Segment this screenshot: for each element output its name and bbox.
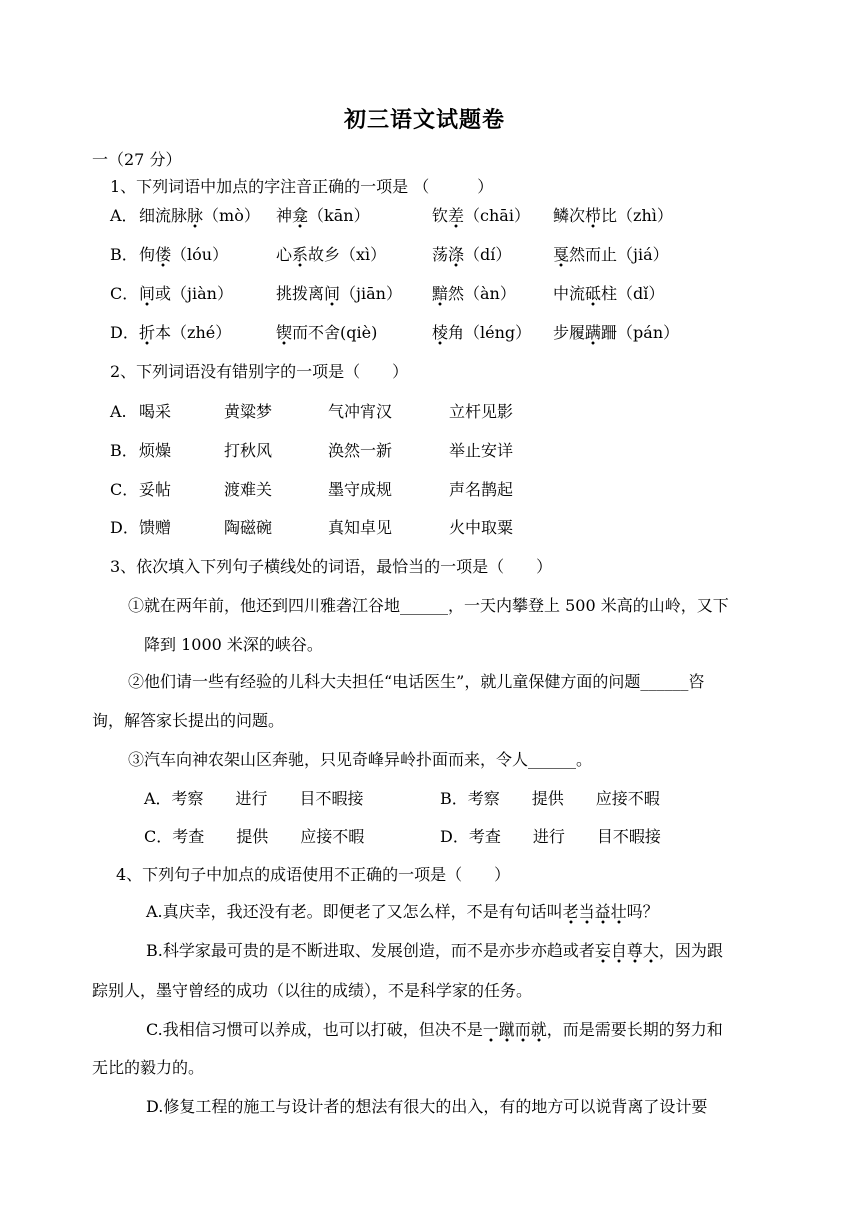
q2-b-label: B． bbox=[110, 441, 138, 460]
section-heading: 一（27 分） bbox=[92, 150, 182, 169]
q1-b-word-2: 心系故乡（xì） bbox=[276, 245, 386, 265]
q4-c-text: C.我相信习惯可以养成，也可以打破，但决不是 bbox=[146, 1020, 483, 1039]
q4-c-emphasis: 一蹴而就 bbox=[483, 1020, 547, 1043]
emphasis-mark: 龛 bbox=[292, 206, 308, 229]
emphasis-mark: 脉 bbox=[187, 206, 203, 229]
q1-b-word-3: 荡涤（dí） bbox=[432, 245, 511, 265]
q1-a-word-1: 细流脉脉（mò） bbox=[139, 206, 260, 226]
q3-sentence-2: ②他们请一些有经验的儿科大夫担任“电话医生”，就儿童保健方面的问题______咨 bbox=[128, 672, 705, 691]
q4-stem: 4、下列句子中加点的成语使用不正确的一项是（ ） bbox=[116, 865, 511, 884]
emphasis-mark: 砥 bbox=[585, 284, 601, 307]
q3-sentence-1-cont: 降到 1000 米深的峡谷。 bbox=[144, 635, 323, 654]
q2-d-word-1: 馈赠 bbox=[139, 518, 172, 537]
q2-c-word-2: 渡难关 bbox=[224, 480, 273, 499]
q2-c-label: C． bbox=[110, 480, 139, 499]
emphasis-mark: 涤 bbox=[448, 245, 464, 268]
q2-d-word-4: 火中取粟 bbox=[449, 518, 514, 537]
q1-c-word-1: 间或（jiàn） bbox=[139, 284, 233, 304]
emphasis-mark: 蹒 bbox=[585, 323, 601, 346]
page-title: 初三语文试题卷 bbox=[344, 107, 506, 133]
q1-d-word-1: 折本（zhé） bbox=[139, 323, 231, 343]
q2-b-word-3: 涣然一新 bbox=[328, 441, 393, 460]
q1-b-word-4: 戛然而止（jiá） bbox=[553, 245, 669, 265]
q3-sentence-1: ①就在两年前，他还到四川雅砻江谷地______，一天内攀登上 500 米高的山岭，又下 bbox=[128, 596, 729, 615]
q4-option-c bbox=[146, 1020, 723, 1040]
emphasis-mark: 间 bbox=[324, 284, 340, 307]
q3-sentence-2-cont: 询，解答家长提出的问题。 bbox=[92, 711, 285, 730]
q2-c-word-1: 妥帖 bbox=[139, 480, 172, 499]
emphasis-mark: 系 bbox=[292, 245, 308, 268]
emphasis-mark: 棱 bbox=[432, 323, 448, 346]
q2-stem: 2、下列词语没有错别字的一项是（ ） bbox=[110, 362, 409, 381]
q4-option-d: D.修复工程的施工与设计者的想法有很大的出入，有的地方可以说背离了设计要 bbox=[146, 1097, 708, 1116]
q4-option-b-cont: 踪别人，墨守曾经的成功（以往的成绩），不是科学家的任务。 bbox=[92, 981, 533, 1000]
q2-c-word-3: 墨守成规 bbox=[328, 480, 393, 499]
emphasis-mark: 差 bbox=[448, 206, 464, 229]
q2-a-label: A. bbox=[110, 402, 127, 421]
q4-option-c-cont: 无比的毅力的。 bbox=[92, 1058, 205, 1077]
emphasis-mark: 戛 bbox=[553, 245, 569, 268]
q2-d-word-3: 真知卓见 bbox=[328, 518, 393, 537]
q1-c-word-4: 中流砥柱（dǐ） bbox=[553, 284, 664, 304]
emphasis-mark: 折 bbox=[139, 323, 155, 346]
q1-d-word-4: 步履蹒跚（pán） bbox=[553, 323, 679, 343]
emphasis-mark: 黯 bbox=[432, 284, 448, 307]
emphasis-mark: 栉 bbox=[585, 206, 601, 229]
q4-b-emphasis: 妄自尊大 bbox=[595, 941, 659, 964]
q4-a-text-end: 吗？ bbox=[626, 902, 659, 921]
q4-c-text-end: ，而是需要长期的努力和 bbox=[546, 1020, 723, 1039]
q2-a-word-4: 立杆见影 bbox=[449, 402, 514, 421]
q1-b-word-1: 佝偻（lóu） bbox=[139, 245, 228, 265]
q1-c-word-3: 黯然（àn） bbox=[432, 284, 516, 304]
q3-option-a: A．考察 进行 目不暇接 bbox=[144, 789, 364, 808]
q3-option-c: C．考查 提供 应接不暇 bbox=[144, 827, 365, 846]
q1-a-word-4: 鳞次栉比（zhì） bbox=[553, 206, 673, 226]
q1-d-word-3: 棱角（léng） bbox=[432, 323, 531, 343]
q1-c-label: C． bbox=[110, 284, 139, 303]
q1-a-word-3: 钦差（chāi） bbox=[432, 206, 530, 226]
q3-option-d: D．考查 进行 目不暇接 bbox=[440, 827, 661, 846]
q1-d-word-2: 锲而不舍(qiè) bbox=[276, 323, 377, 343]
q3-option-b: B．考察 提供 应接不暇 bbox=[440, 789, 660, 808]
q3-stem: 3、依次填入下列句子横线处的词语，最恰当的一项是（ ） bbox=[110, 557, 553, 576]
q4-option-a bbox=[146, 902, 659, 922]
q4-a-text: A.真庆幸，我还没有老。即便老了又怎么样，不是有句话叫 bbox=[146, 902, 563, 921]
q2-a-word-3: 气冲宵汉 bbox=[328, 402, 393, 421]
q2-c-word-4: 声名鹊起 bbox=[449, 480, 514, 499]
q3-sentence-3: ③汽车向神农架山区奔驰，只见奇峰异岭扑面而来，令人______。 bbox=[128, 750, 593, 769]
emphasis-mark: 偻 bbox=[155, 245, 171, 268]
q1-a-word-2: 神龛（kān） bbox=[276, 206, 370, 226]
q4-b-text: B.科学家最可贵的是不断进取、发展创造，而不是亦步亦趋或者 bbox=[146, 941, 595, 960]
q2-b-word-2: 打秋风 bbox=[224, 441, 273, 460]
emphasis-mark: 锲 bbox=[276, 323, 292, 346]
emphasis-mark: 间 bbox=[139, 284, 155, 307]
q2-a-word-2: 黄粱梦 bbox=[224, 402, 273, 421]
q2-a-word-1: 喝采 bbox=[139, 402, 172, 421]
q1-stem: 1、下列词语中加点的字注音正确的一项是 （ ） bbox=[110, 177, 494, 196]
q1-d-label: D． bbox=[110, 323, 139, 342]
q4-option-b bbox=[146, 941, 723, 961]
q1-b-label: B． bbox=[110, 245, 138, 264]
q2-b-word-1: 烦燥 bbox=[139, 441, 172, 460]
q4-a-emphasis: 老当益壮 bbox=[563, 902, 627, 925]
q2-d-label: D． bbox=[110, 518, 139, 537]
q2-b-word-4: 举止安详 bbox=[449, 441, 514, 460]
q1-a-label: A． bbox=[110, 206, 138, 225]
q2-d-word-2: 陶磁碗 bbox=[224, 518, 273, 537]
q4-b-text-end: ，因为跟 bbox=[658, 941, 723, 960]
q1-c-word-2: 挑拨离间（jiān） bbox=[276, 284, 402, 304]
